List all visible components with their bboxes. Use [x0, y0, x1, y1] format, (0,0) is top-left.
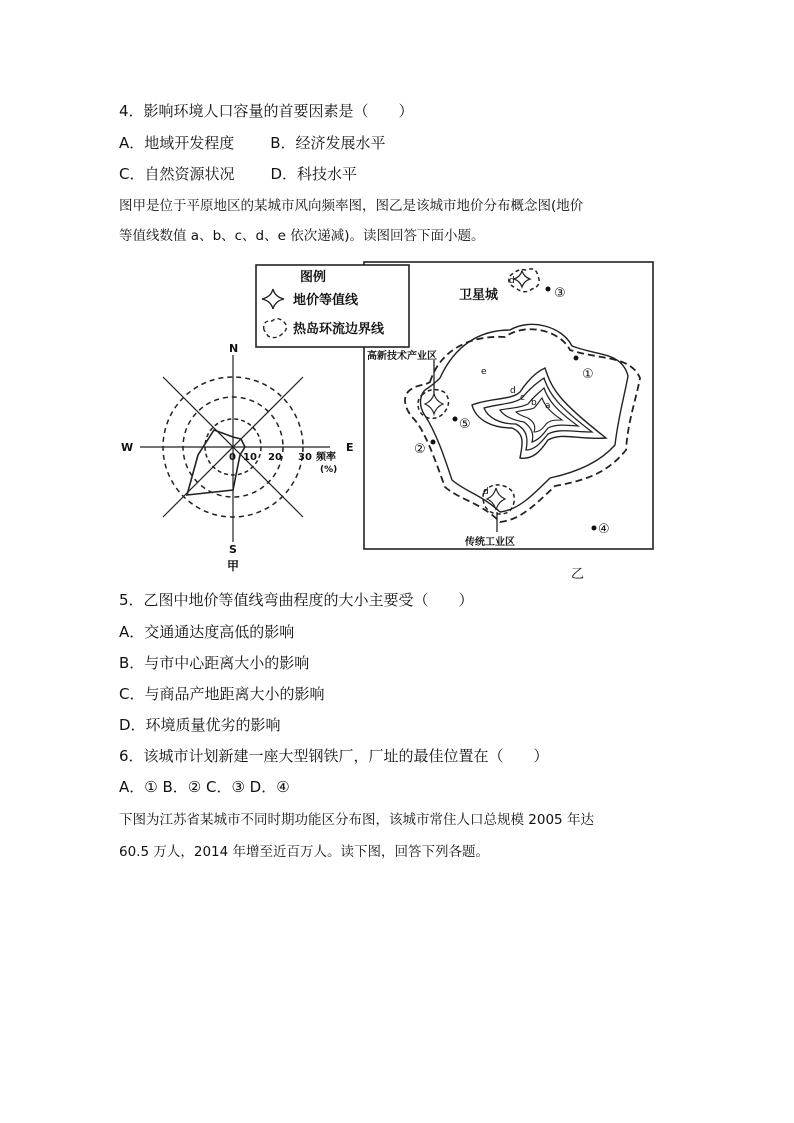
intro-paragraph-1-line-2: 等值线数值 a、b、c、d、e 依次递减)。读图回答下面小题。	[119, 228, 485, 244]
site-3-label: ③	[554, 286, 566, 301]
wind-rose-figure	[140, 355, 330, 542]
legend-item-contour: 地价等值线	[293, 293, 359, 308]
label-a: a	[545, 401, 551, 411]
figure-caption-jia: 甲	[227, 559, 240, 573]
label-d-traditional: d	[483, 487, 489, 497]
heat-island-boundary	[405, 329, 640, 522]
intro-paragraph-1-line-1: 图甲是位于平原地区的某城市风向频率图，图乙是该城市地价分布概念图(地价	[119, 198, 584, 214]
q5-option-b: B．与市中心距离大小的影响	[119, 654, 310, 672]
intro-paragraph-2-line-2: 60.5 万人，2014 年增至近百万人。读下图，回答下列各题。	[119, 844, 489, 860]
legend-item-heat-island: 热岛环流边界线	[293, 322, 385, 337]
label-traditional-zone: 传统工业区	[465, 537, 515, 548]
label-hightech-zone: 高新技术产业区	[367, 351, 437, 362]
land-price-contour-a	[516, 398, 562, 432]
rose-unit-frequency: 频率	[316, 452, 336, 463]
label-d: d	[510, 386, 516, 396]
site-1-dot	[574, 356, 579, 361]
rose-tick-0: 0	[229, 452, 236, 463]
traditional-contour	[487, 488, 505, 510]
label-d-satellite: d	[509, 276, 515, 286]
rose-label-e: E	[346, 441, 354, 454]
rose-unit-percent: (%)	[320, 465, 338, 475]
legend-title: 图例	[300, 270, 327, 285]
site-5-dot	[453, 417, 458, 422]
question-5-stem: 5．乙图中地价等值线弯曲程度的大小主要受（ ）	[119, 591, 474, 609]
intro-paragraph-2-line-1: 下图为江苏省某城市不同时期功能区分布图，该城市常住人口总规模 2005 年达	[119, 812, 594, 828]
rose-tick-20: 20	[268, 452, 282, 463]
label-b: b	[531, 398, 537, 408]
q4-option-a: A．地域开发程度	[119, 134, 235, 152]
q5-option-c: C．与商品产地距离大小的影响	[119, 685, 325, 703]
rose-label-n: N	[229, 342, 239, 355]
rose-label-w: W	[121, 441, 134, 454]
label-satellite-city: 卫星城	[459, 288, 499, 303]
site-2-dot	[431, 440, 436, 445]
rose-tick-10: 10	[243, 452, 257, 463]
site-1-label: ①	[582, 367, 594, 382]
site-2-label: ②	[414, 442, 426, 457]
site-4-dot	[592, 526, 597, 531]
q4-option-b: B．经济发展水平	[270, 134, 386, 152]
site-3-dot	[546, 287, 551, 292]
q5-option-a: A．交通通达度高低的影响	[119, 623, 295, 641]
rose-tick-30: 30	[298, 452, 312, 463]
wind-frequency-polygon	[187, 430, 245, 495]
label-e: e	[481, 367, 487, 377]
q4-option-d: D．科技水平	[270, 165, 358, 183]
figure-caption-yi: 乙	[571, 567, 585, 582]
map-legend	[256, 265, 409, 347]
land-price-contour-e	[421, 324, 628, 512]
q6-options: A．① B．② C．③ D．④	[119, 778, 290, 796]
label-c: c	[520, 393, 525, 403]
site-4-label: ④	[598, 522, 610, 537]
site-5-label: ⑤	[459, 417, 471, 432]
q4-option-c: C．自然资源状况	[119, 165, 235, 183]
q5-option-d: D．环境质量优劣的影响	[119, 716, 281, 734]
rose-label-s: S	[229, 543, 237, 556]
hightech-contour	[425, 394, 443, 414]
question-6-stem: 6．该城市计划新建一座大型钢铁厂，厂址的最佳位置在（ ）	[119, 747, 549, 765]
question-4-stem: 4．影响环境人口容量的首要因素是（ ）	[119, 102, 414, 120]
